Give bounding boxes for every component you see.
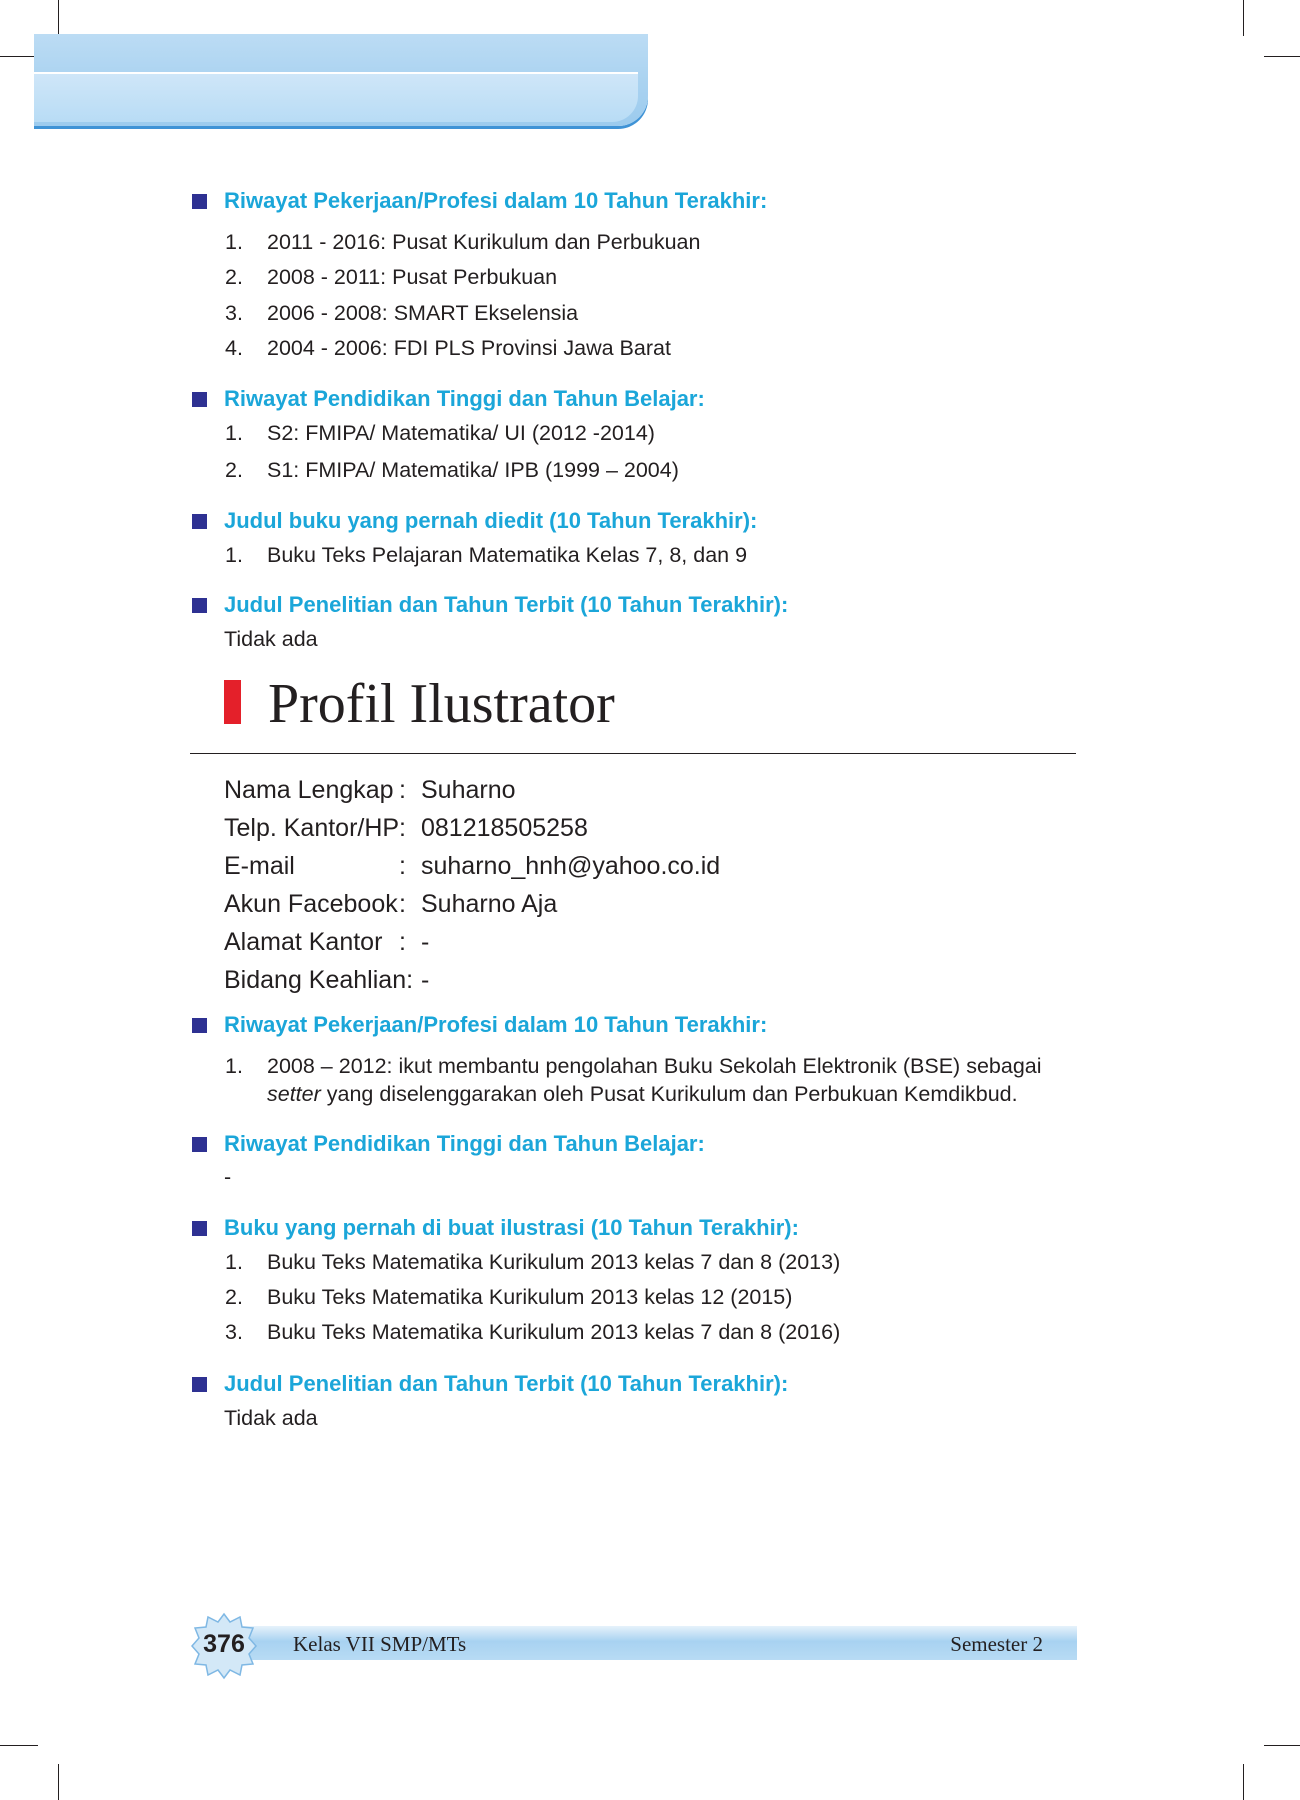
header-band-inner	[34, 72, 638, 122]
section-heading: Buku yang pernah di buat ilustrasi (10 Tahun Terakhir):	[192, 1215, 799, 1241]
crop-mark	[1243, 0, 1244, 36]
section-heading: Riwayat Pendidikan Tinggi dan Tahun Belajar:	[192, 1131, 705, 1157]
crop-mark	[1243, 1764, 1244, 1800]
section-heading: Riwayat Pekerjaan/Profesi dalam 10 Tahun Terakhir:	[192, 188, 767, 214]
footer-semester-label: Semester 2	[950, 1632, 1043, 1656]
section-heading: Judul Penelitian dan Tahun Terbit (10 Tahun Terakhir):	[192, 592, 788, 618]
bullet-square-icon	[192, 514, 207, 529]
section-heading: Judul buku yang pernah diedit (10 Tahun Terakhir):	[192, 508, 757, 534]
crop-mark	[1264, 56, 1300, 57]
bullet-square-icon	[192, 1137, 207, 1152]
footer-band	[205, 1626, 1077, 1660]
divider	[190, 753, 1076, 754]
section-heading: Riwayat Pekerjaan/Profesi dalam 10 Tahun Terakhir:	[192, 1012, 767, 1038]
crop-mark	[1264, 1745, 1300, 1746]
bullet-square-icon	[192, 598, 207, 613]
bullet-square-icon	[192, 194, 207, 209]
page-number: 376	[203, 1630, 245, 1658]
section-heading: Judul Penelitian dan Tahun Terbit (10 Tahun Terakhir):	[192, 1371, 788, 1397]
crop-mark	[0, 1745, 38, 1746]
title-accent-bar	[224, 680, 241, 724]
section-heading: Riwayat Pendidikan Tinggi dan Tahun Belajar:	[192, 386, 705, 412]
bullet-square-icon	[192, 392, 207, 407]
bullet-square-icon	[192, 1018, 207, 1033]
research-text: Tidak ada	[224, 1406, 318, 1430]
footer-class-label: Kelas VII SMP/MTs	[293, 1632, 467, 1656]
crop-mark	[0, 56, 38, 57]
crop-mark	[58, 1764, 59, 1800]
bullet-square-icon	[192, 1221, 207, 1236]
crop-mark	[58, 0, 59, 36]
education-text: -	[224, 1165, 232, 1189]
bullet-square-icon	[192, 1377, 207, 1392]
page-number-badge	[190, 1612, 258, 1680]
research-text: Tidak ada	[224, 627, 318, 651]
